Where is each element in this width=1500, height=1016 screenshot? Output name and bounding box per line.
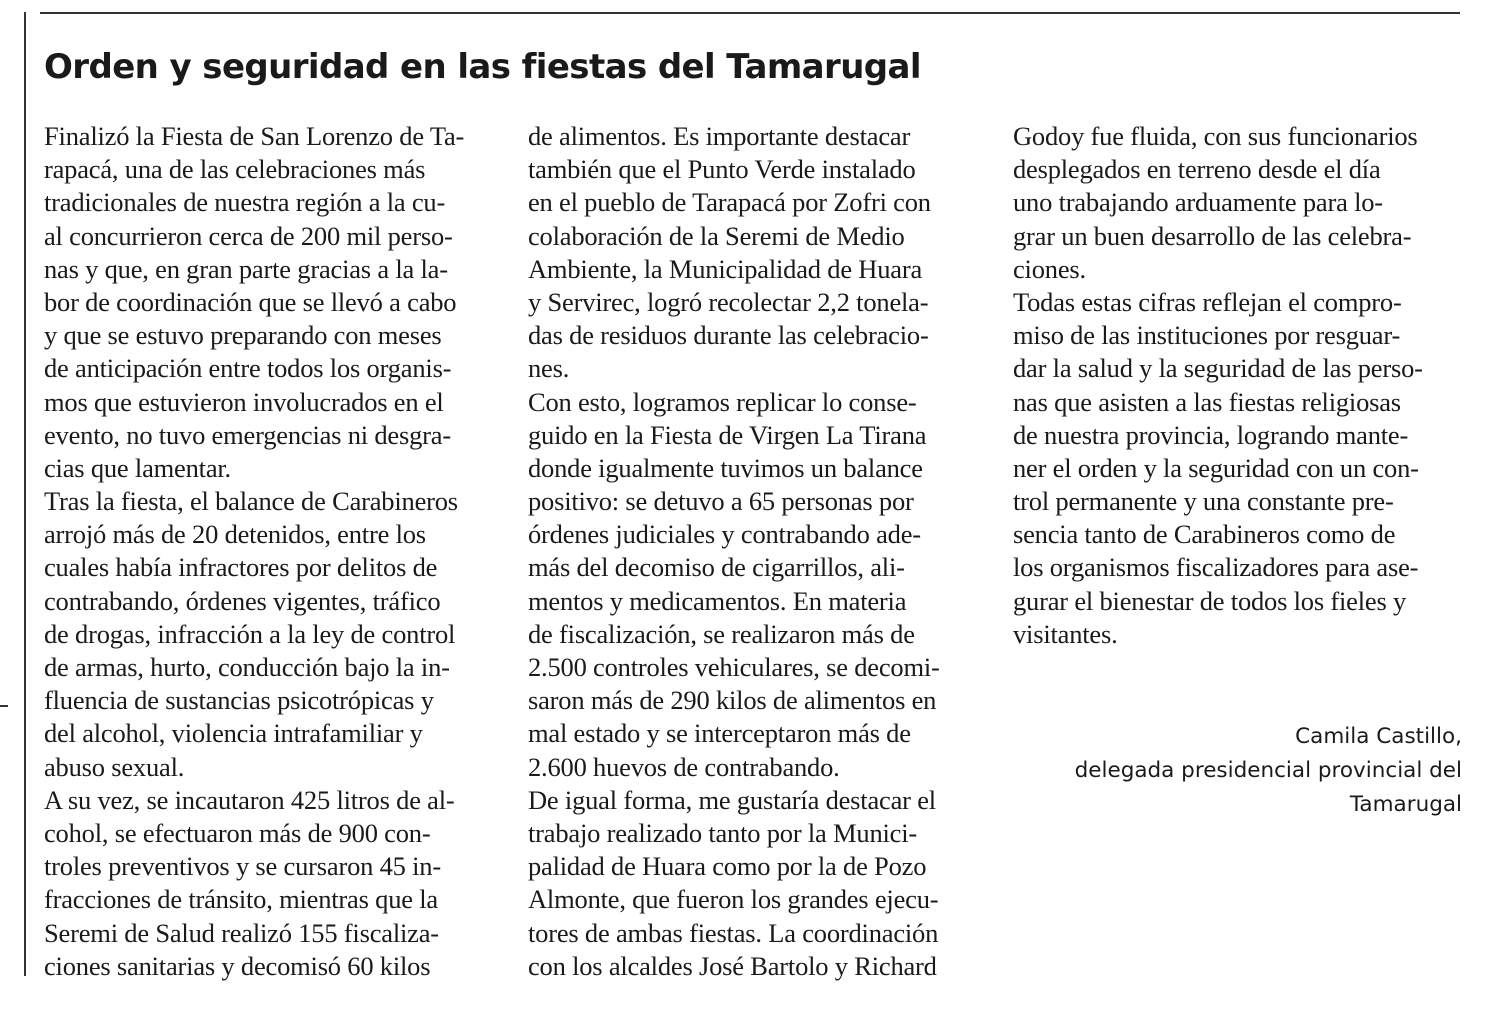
article-text-line: y que se estuvo preparando con meses: [44, 320, 442, 351]
top-rule: [40, 12, 1460, 14]
article-text-line: positivo: se detuvo a 65 personas por: [528, 486, 914, 517]
article-text-line: los organismos fiscalizadores para ase-: [1013, 552, 1419, 583]
article-text-line: de nuestra provincia, logrando mante-: [1013, 419, 1409, 450]
article-text-line: arrojó más de 20 detenidos, entre los: [44, 519, 426, 550]
article-headline: Orden y seguridad en las fiestas del Tamarugal: [44, 47, 921, 87]
article-text-line: Godoy fue fluida, con sus funcionarios: [1013, 121, 1418, 151]
article-text-line: mos que estuvieron involucrados en el: [44, 386, 444, 417]
article-text-line: desplegados en terreno desde el día: [1013, 154, 1381, 185]
article-text-line: de alimentos. Es importante destacar: [528, 121, 911, 151]
article-text-line: cohol, se efectuaron más de 900 con-: [44, 817, 431, 848]
left-column-rule: [24, 12, 26, 976]
article-column-1: [44, 120, 464, 983]
article-text-line: en el pueblo de Tarapacá por Zofri con: [528, 187, 931, 218]
article-text-line: nas que asisten a las fiestas religiosas: [1013, 386, 1401, 417]
article-text-line: al concurrieron cerca de 200 mil perso-: [44, 220, 453, 251]
article-text-line: A su vez, se incautaron 425 litros de al-: [44, 784, 455, 815]
article-text-line: nas y que, en gran parte gracias a la la-: [44, 253, 448, 284]
article-text-line: fluencia de sustancias psicotrópicas y: [44, 685, 434, 716]
article-text-line: troles preventivos y se cursaron 45 in-: [44, 851, 441, 882]
article-text-line: de drogas, infracción a la ley de control: [44, 618, 456, 649]
article-column-2: [528, 120, 940, 983]
article-text-line: rapacá, una de las celebraciones más: [44, 154, 426, 185]
article-text-line: abuso sexual.: [44, 751, 185, 782]
article-text-line: Ambiente, la Municipalidad de Huara: [528, 253, 923, 284]
article-text-line: Almonte, que fueron los grandes ejecu-: [528, 884, 939, 915]
article-text-line: trabajo realizado tanto por la Munici-: [528, 817, 918, 848]
article-text-line: De igual forma, me gustaría destacar el: [528, 784, 936, 815]
article-text-line: visitantes.: [1013, 618, 1118, 649]
article-text-line: uno trabajando arduamente para lo-: [1013, 187, 1383, 218]
article-text-line: evento, no tuvo emergencias ni desgra-: [44, 419, 451, 450]
article-text-line: Todas estas cifras reflejan el compro-: [1013, 286, 1402, 317]
article-column-3: [1013, 120, 1423, 651]
article-text-line: das de residuos durante las celebracio-: [528, 320, 929, 351]
article-text-line: y Servirec, logró recolectar 2,2 tonela-: [528, 286, 929, 317]
article-text-line: más del decomiso de cigarrillos, ali-: [528, 552, 905, 583]
article-text-line: gurar el bienestar de todos los fieles y: [1013, 585, 1407, 616]
article-text-line: de fiscalización, se realizaron más de: [528, 618, 915, 649]
article-text-line: de anticipación entre todos los organis-: [44, 353, 452, 384]
article-text-line: trol permanente y una constante pre-: [1013, 486, 1394, 517]
article-text-line: tores de ambas fiestas. La coordinación: [528, 917, 939, 948]
article-text-line: Con esto, logramos replicar lo conse-: [528, 386, 917, 417]
article-text-line: palidad de Huara como por la de Pozo: [528, 851, 927, 882]
article-text-line: Tras la fiesta, el balance de Carabineros: [44, 486, 458, 517]
article-text-line: 2.600 huevos de contrabando.: [528, 751, 840, 782]
article-text-line: también que el Punto Verde instalado: [528, 154, 916, 185]
article-text-line: sencia tanto de Carabineros como de: [1013, 519, 1396, 550]
article-text-line: Seremi de Salud realizó 155 fiscaliza-: [44, 917, 439, 948]
article-text-line: cuales había infractores por delitos de: [44, 552, 438, 583]
article-text-line: con los alcaldes José Bartolo y Richard: [528, 950, 937, 981]
article-text-line: dar la salud y la seguridad de las perso-: [1013, 353, 1423, 384]
left-margin-tick: [0, 705, 8, 707]
article-text-line: cias que lamentar.: [44, 452, 231, 483]
article-text-line: tradicionales de nuestra región a la cu-: [44, 187, 446, 218]
article-text-line: órdenes judiciales y contrabando ade-: [528, 519, 921, 550]
author-title-line-2: Tamarugal: [1349, 792, 1462, 817]
article-text-line: guido en la Fiesta de Virgen La Tirana: [528, 419, 927, 450]
article-text-line: nes.: [528, 353, 570, 384]
author-signature: [1075, 720, 1462, 822]
article-text-line: de armas, hurto, conducción bajo la in-: [44, 652, 450, 682]
article-text-line: ciones sanitarias y decomisó 60 kilos: [44, 950, 431, 981]
article-text-line: miso de las instituciones por resguar-: [1013, 320, 1401, 351]
author-name: Camila Castillo,: [1295, 724, 1462, 749]
article-text-line: colaboración de la Seremi de Medio: [528, 220, 905, 251]
article-text-line: grar un buen desarrollo de las celebra-: [1013, 220, 1412, 251]
article-text-line: ciones.: [1013, 253, 1086, 284]
article-text-line: ner el orden y la seguridad con un con-: [1013, 452, 1419, 483]
author-title-line-1: delegada presidencial provincial del: [1074, 758, 1462, 783]
article-text-line: contrabando, órdenes vigentes, tráfico: [44, 585, 441, 616]
article-text-line: bor de coordinación que se llevó a cabo: [44, 286, 457, 317]
article-text-line: mal estado y se interceptaron más de: [528, 718, 911, 749]
article-text-line: del alcohol, violencia intrafamiliar y: [44, 718, 423, 749]
article-text-line: mentos y medicamentos. En materia: [528, 585, 907, 616]
article-text-line: 2.500 controles vehiculares, se decomi-: [528, 652, 940, 682]
article-text-line: saron más de 290 kilos de alimentos en: [528, 685, 937, 716]
article-text-line: donde igualmente tuvimos un balance: [528, 452, 923, 483]
article-text-line: fracciones de tránsito, mientras que la: [44, 884, 438, 915]
article-text-line: Finalizó la Fiesta de San Lorenzo de Ta-: [44, 121, 465, 151]
